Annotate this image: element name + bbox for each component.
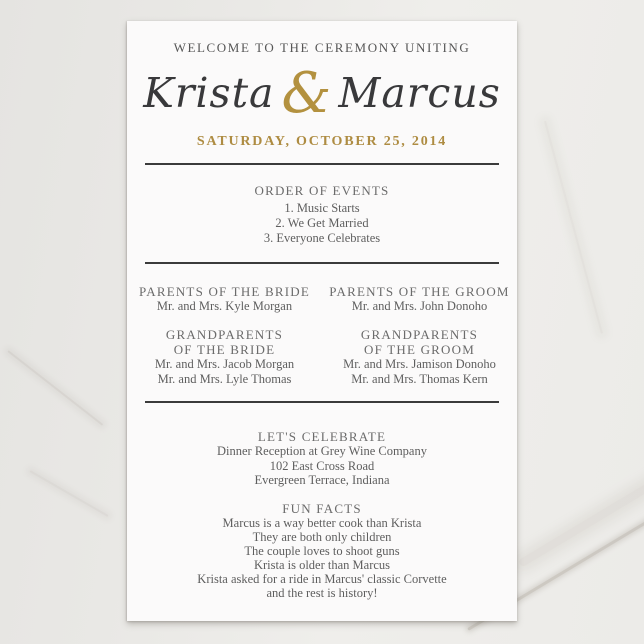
order-of-events-item: 1. Music Starts [284,201,360,215]
bride-name: Krista [143,69,275,117]
celebrate-details [127,444,517,488]
wedding-program-card [127,21,517,621]
groom-grandparents-name: Mr. and Mrs. Jamison Donoho [343,357,496,371]
divider-rule-middle [145,262,499,264]
marble-vein-left-2 [30,470,109,517]
bride-parents-heading: PARENTS OF THE BRIDE [139,284,310,299]
groom-name: Marcus [338,69,501,117]
bride-grandparents-heading [127,327,322,357]
fun-facts-heading: FUN FACTS [282,500,362,516]
welcome-line: WELCOME TO THE CEREMONY UNITING [173,40,471,55]
groom-parents-name: Mr. and Mrs. John Donoho [351,299,488,313]
celebrate-line: Dinner Reception at Grey Wine Company [217,444,427,458]
groom-grandparents-name: Mr. and Mrs. Thomas Kern [351,372,488,386]
celebrate-line: 102 East Cross Road [269,458,375,473]
marble-vein-left [7,350,103,425]
marble-vein-bottom-right-soft [518,458,644,568]
fun-fact-line: Krista asked for a ride in Marcus' classic Corvette [197,571,447,586]
marble-vein-right [544,121,603,334]
divider-rule-bottom [145,401,499,403]
gold-ampersand: & [281,61,332,126]
groom-parents-heading: PARENTS OF THE GROOM [329,284,510,299]
bride-grandparents-heading-line1: GRANDPARENTS [165,327,284,342]
fun-facts-list [127,516,517,600]
event-date: SATURDAY, OCTOBER 25, 2014 [196,134,448,149]
groom-grandparents-heading [322,327,517,357]
order-of-events-heading: ORDER OF EVENTS [254,183,390,198]
groom-grandparents-heading-line1: GRANDPARENTS [360,327,479,342]
family-columns [127,284,517,387]
fun-fact-line: and the rest is history! [266,585,378,600]
fun-fact-line: Marcus is a way better cook than Krista [222,515,422,530]
celebrate-line: Evergreen Terrace, Indiana [254,473,390,487]
fun-fact-line: Krista is older than Marcus [253,557,391,572]
fun-fact-line: They are both only children [252,529,392,544]
groom-family-column [322,284,517,387]
groom-grandparents-heading-line2: OF THE GROOM [364,342,475,357]
bride-family-column [127,284,322,387]
bride-parents-name: Mr. and Mrs. Kyle Morgan [156,299,293,313]
bride-grandparents-name: Mr. and Mrs. Jacob Morgan [154,357,295,371]
bride-grandparents-name: Mr. and Mrs. Lyle Thomas [157,372,292,386]
fun-fact-line: The couple loves to shoot guns [244,543,400,558]
order-of-events-item: 3. Everyone Celebrates [263,231,381,245]
order-of-events-item: 2. We Get Married [275,216,369,230]
celebrate-heading: LET'S CELEBRATE [257,429,387,444]
couple-names [127,60,517,126]
bride-grandparents-heading-line2: OF THE BRIDE [173,342,276,357]
order-of-events-list [127,201,517,246]
divider-rule-top [145,163,499,165]
